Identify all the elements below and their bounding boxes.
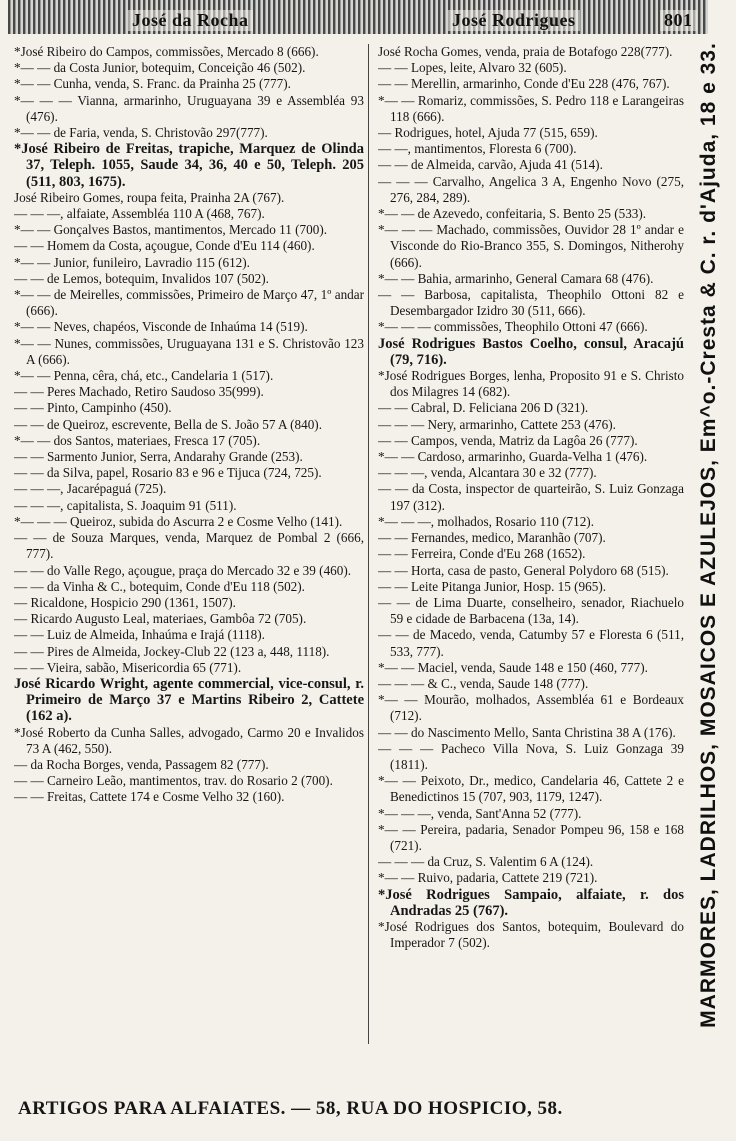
directory-entry: — — Leite Pitanga Junior, Hosp. 15 (965). [378, 578, 607, 594]
directory-entry: *— — Bahia, armarinho, General Camara 68 (476). [378, 270, 654, 286]
directory-entry: *— — Neves, chapéos, Visconde de Inhaúma 14 (519). [14, 319, 308, 335]
directory-entry: — — — da Cruz, S. Valentim 6 A (124). [378, 854, 594, 870]
side-advert [686, 42, 732, 1028]
directory-entry: *José Rodrigues dos Santos, botequim, Boulevard do Imperador 7 (502). [378, 918, 684, 951]
directory-entry: — — Barbosa, capitalista, Theophilo Ottoni 82 e Desembargador Izidro 30 (511, 666). [378, 287, 684, 319]
directory-entry: — Rodrigues, hotel, Ajuda 77 (515, 659). [378, 125, 598, 141]
directory-entry: *— — — Queiroz, subida do Ascurra 2 e Cosme Velho (141). [14, 513, 343, 529]
header-band [8, 0, 708, 34]
directory-entry: José Rocha Gomes, venda, praia de Botafogo 228(777). [378, 44, 673, 59]
directory-entry: — — da Costa, inspector de quarteirão, S. Luiz Gonzaga 197 (312). [378, 481, 684, 513]
directory-entry: — — de Lima Duarte, conselheiro, senador, Riachuelo 59 e cidade de Barbacena (13a, 14). [378, 594, 684, 627]
directory-entry: *José Rodrigues Borges, lenha, Proposito 91 e S. Christo dos Milagres 14 (682). [378, 368, 684, 400]
directory-entry: *— — da Costa Junior, botequim, Conceição 46 (502). [14, 60, 306, 76]
footer-advert: ARTIGOS PARA ALFAIATES. — 58, RUA DO HOSPICIO, 58. [18, 1098, 563, 1119]
directory-entry: José Ribeiro Gomes, roupa feita, Prainha 2A (767). [14, 189, 285, 205]
directory-entry: — — do Nascimento Mello, Santa Christina 38 A (176). [378, 724, 676, 740]
directory-entry: — — de Souza Marques, venda, Marquez de Pombal 2 (666, 777). [14, 530, 364, 562]
directory-entry: *— — Nunes, commissões, Uruguayana 131 e S. Christovão 123 A (666). [14, 335, 364, 367]
directory-entry: — — — Carvalho, Angelica 3 A, Engenho Novo (275, 276, 284, 289). [378, 173, 684, 205]
side-advert-text: MARMORES, LADRILHOS, MOSAICOS E AZULEJOS, Em^o.-Cresta & C. r. d'Ajuda, 18 e 33. [697, 42, 720, 1028]
directory-entry: — — Ferreira, Conde d'Eu 268 (1652). [378, 546, 586, 562]
directory-entry: — Ricardo Augusto Leal, materiaes, Gambôa 72 (705). [14, 611, 307, 627]
directory-entry: *— — Ruivo, padaria, Cattete 219 (721). [378, 870, 598, 886]
directory-entry: — — —, alfaiate, Assembléa 110 A (468, 767). [14, 206, 265, 222]
directory-entry: — — de Lemos, botequim, Invalidos 107 (502). [14, 270, 269, 286]
directory-entry: — — Horta, casa de pasto, General Polydoro 68 (515). [378, 562, 669, 578]
directory-entry: *— — — Vianna, armarinho, Uruguayana 39 e Assembléa 93 (476). [14, 92, 364, 124]
directory-entry: — — Homem da Costa, açougue, Conde d'Eu 114 (460). [14, 238, 315, 254]
directory-entry: — — Sarmento Junior, Serra, Andarahy Grande (253). [14, 449, 303, 465]
directory-entry: *José Ribeiro de Freitas, trapiche, Marquez de Olinda 37, Teleph. 1055, Saude 34, 36, 40 e 50, Teleph. 205 (511, 803, 1675). [14, 141, 364, 190]
directory-entry: — — Peres Machado, Retiro Saudoso 35(999). [14, 384, 264, 400]
column-divider [368, 44, 369, 1044]
directory-entry: — — Luiz de Almeida, Inhaúma e Irajá (1118). [14, 627, 265, 643]
directory-entry: José Rodrigues Bastos Coelho, consul, Aracajú (79, 716). [378, 335, 684, 368]
header-right-name: José Rodrigues [448, 10, 580, 31]
directory-entry: — —, mantimentos, Floresta 6 (700). [378, 141, 577, 157]
directory-entry: *— — — commissões, Theophilo Ottoni 47 (666). [378, 319, 648, 335]
directory-entry: *José Rodrigues Sampaio, alfaiate, r. dos Andradas 25 (767). [378, 886, 684, 919]
directory-entry: *— — Junior, funileiro, Lavradio 115 (612). [14, 254, 250, 270]
directory-entry: — da Rocha Borges, venda, Passagem 82 (777). [14, 756, 269, 772]
directory-entry: *— — Gonçalves Bastos, mantimentos, Mercado 11 (700). [14, 222, 328, 238]
directory-entry: — — de Almeida, carvão, Ajuda 41 (514). [378, 157, 603, 173]
directory-entry: *— — Pereira, padaria, Senador Pompeu 96, 158 e 168 (721). [378, 821, 684, 853]
directory-entry: *— — —, venda, Sant'Anna 52 (777). [378, 805, 582, 821]
directory-entry: — — — Nery, armarinho, Cattete 253 (476). [378, 416, 616, 432]
directory-entry: — — —, Jacarépaguá (725). [14, 481, 167, 497]
directory-entry: *— — de Faria, venda, S. Christovão 297(777). [14, 125, 268, 141]
directory-entry: *José Ribeiro do Campos, commissões, Mercado 8 (666). [14, 44, 319, 59]
directory-entry: José Ricardo Wright, agente commercial, vice-consul, r. Primeiro de Março 37 e Martins Ribeiro 2, Cattete (162 a). [14, 675, 364, 725]
directory-entry: — — Vieira, sabão, Misericordia 65 (771). [14, 659, 242, 675]
left-column [14, 44, 364, 1064]
directory-entry: — — Fernandes, medico, Maranhão (707). [378, 530, 606, 546]
directory-entry: — — Campos, venda, Matriz da Lagôa 26 (777). [378, 432, 638, 448]
directory-entry: — — — Pacheco Villa Nova, S. Luiz Gonzaga 39 (1811). [378, 740, 684, 772]
directory-entry: — — — & C., venda, Saude 148 (777). [378, 675, 589, 691]
directory-entry: *— — Penna, cêra, chá, etc., Candelaria 1 (517). [14, 368, 274, 384]
directory-entry: — — de Macedo, venda, Catumby 57 e Floresta 6 (511, 533, 777). [378, 627, 684, 659]
directory-entry: *— — dos Santos, materiaes, Fresca 17 (705). [14, 432, 261, 448]
directory-entry: *— — de Azevedo, confeitaria, S. Bento 25 (533). [378, 206, 647, 222]
directory-entry: *— — Romariz, commissões, S. Pedro 118 e Larangeiras 118 (666). [378, 92, 684, 124]
directory-entry: *— — Cunha, venda, S. Franc. da Prainha 25 (777). [14, 76, 291, 92]
directory-entry: — — Merellin, armarinho, Conde d'Eu 228 (476, 767). [378, 76, 670, 92]
directory-entry: — — Carneiro Leão, mantimentos, trav. do Rosario 2 (700). [14, 773, 333, 789]
directory-entry: — — Pinto, Campinho (450). [14, 400, 172, 416]
directory-entry: *— — Maciel, venda, Saude 148 e 150 (460, 777). [378, 659, 648, 675]
directory-entry: — — —, venda, Alcantara 30 e 32 (777). [378, 465, 597, 481]
directory-entry: — — Cabral, D. Feliciana 206 D (321). [378, 400, 589, 416]
directory-entry: *— — Peixoto, Dr., medico, Candelaria 46, Cattete 2 e Benedictinos 15 (707, 903, 1179, 1247). [378, 773, 684, 805]
directory-entry: — — Lopes, leite, Alvaro 32 (605). [378, 60, 567, 76]
directory-entry: *— — —, molhados, Rosario 110 (712). [378, 513, 594, 529]
directory-entry: — — Pires de Almeida, Jockey-Club 22 (123 a, 448, 1118). [14, 643, 330, 659]
directory-entry: — — da Silva, papel, Rosario 83 e 96 e Tijuca (724, 725). [14, 465, 322, 481]
directory-entry: — — da Vinha & C., botequim, Conde d'Eu 118 (502). [14, 578, 305, 594]
directory-entry: — — —, capitalista, S. Joaquim 91 (511). [14, 497, 237, 513]
right-column [378, 44, 684, 1064]
directory-entry: — — Freitas, Cattete 174 e Cosme Velho 32 (160). [14, 789, 285, 805]
page-number: 801 [660, 10, 697, 31]
directory-entry: *— — Mourão, molhados, Assembléa 61 e Bordeaux (712). [378, 692, 684, 724]
header-left-name: José da Rocha [128, 10, 253, 31]
directory-entry: *— — Cardoso, armarinho, Guarda-Velha 1 (476). [378, 449, 648, 465]
directory-entry: — Ricaldone, Hospicio 290 (1361, 1507). [14, 594, 236, 610]
directory-entry: *— — — Machado, commissões, Ouvidor 28 1º andar e Visconde do Rio-Branco 355, S. Domingos, Nitherohy (666). [378, 222, 684, 270]
directory-entry: — — de Queiroz, escrevente, Bella de S. João 57 A (840). [14, 416, 322, 432]
directory-entry: *— — de Meirelles, commissões, Primeiro de Março 47, 1º andar (666). [14, 287, 364, 319]
directory-entry: *José Roberto da Cunha Salles, advogado, Carmo 20 e Invalidos 73 A (462, 550). [14, 724, 364, 756]
directory-entry: — — do Valle Rego, açougue, praça do Mercado 32 e 39 (460). [14, 562, 352, 578]
